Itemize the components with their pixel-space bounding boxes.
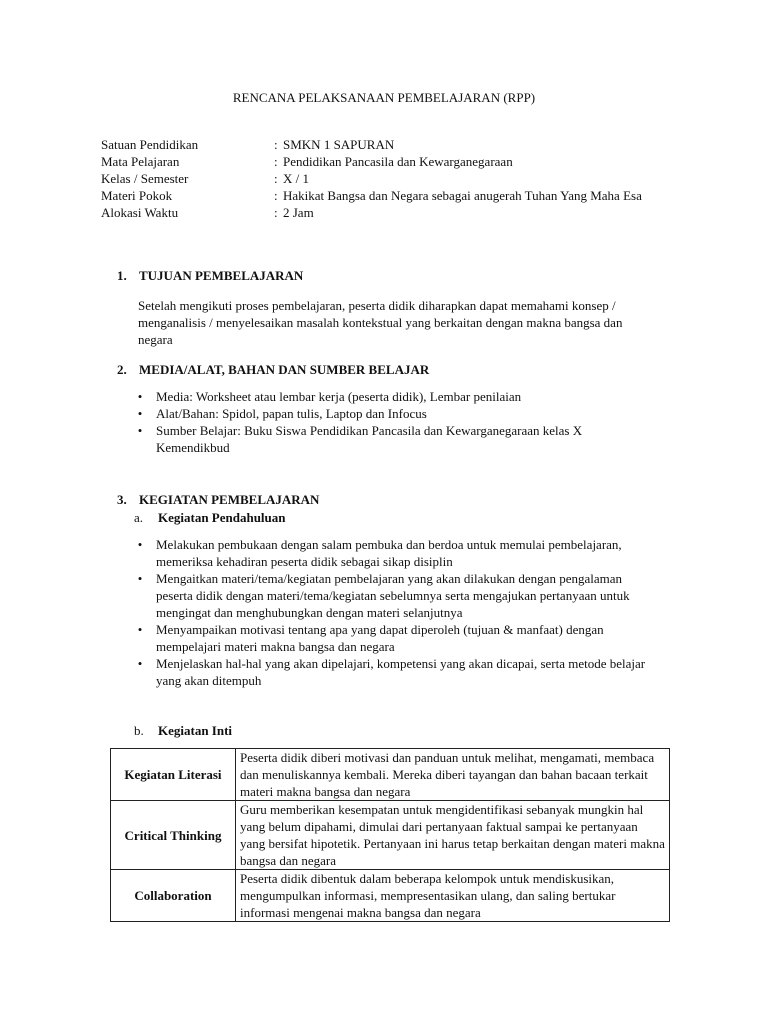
info-colon: : (274, 137, 278, 152)
list-item-text: Menjelaskan hal-hal yang akan dipelajari, kompetensi yang akan dicapai, serta metode belajar yang akan ditempuh (156, 656, 646, 688)
bullet-icon: • (137, 423, 143, 438)
info-value: Hakikat Bangsa dan Negara sebagai anugerah Tuhan Yang Maha Esa (283, 188, 642, 203)
row-heading: Critical Thinking (111, 801, 236, 870)
media-value: : Buku Siswa Pendidikan Pancasila dan Kewarganegaraan kelas X Kemendikbud (156, 423, 583, 455)
bullet-icon: • (137, 622, 143, 637)
section-1-text: Setelah mengikuti proses pembelajaran, peserta didik diharapkan dapat memahami konsep / menganalisis / menyelesaikan masalah kontekstual yang berkaitan dengan makna bangsa dan negara (138, 298, 623, 347)
table-row (111, 749, 670, 801)
info-colon: : (274, 205, 278, 220)
info-value: X / 1 (283, 171, 309, 186)
media-item (134, 422, 634, 456)
row-text: Peserta didik diberi motivasi dan panduan untuk melihat, mengamati, membaca dan menuliskannya kembali. Mereka diberi tayangan dan bahan bacaan terkait materi makna bangsa dan negara (236, 749, 670, 801)
media-value: : Spidol, papan tulis, Laptop dan Infocus (215, 406, 427, 421)
info-row-mapel (101, 153, 701, 170)
pendahuluan-list (134, 536, 654, 689)
row-text: Guru memberikan kesempatan untuk mengidentifikasi sebanyak mungkin hal yang belum dipahami, dimulai dari pertanyaan faktual sampai ke pertanyaan yang bersifat hipotetik. Pertanyaan ini harus tetap berkaitan dengan materi makna bangsa dan negara (236, 801, 670, 870)
info-colon: : (274, 154, 278, 169)
table-row (111, 801, 670, 870)
subsection-title: Kegiatan Pendahuluan (158, 510, 286, 525)
info-colon: : (274, 188, 278, 203)
info-label: Kelas / Semester (101, 171, 189, 186)
list-item (134, 655, 654, 689)
list-item (134, 621, 654, 655)
media-value: : Worksheet atau lembar kerja (peserta didik), Lembar penilaian (189, 389, 522, 404)
identity-block (101, 136, 701, 221)
subsection-letter: a. (134, 510, 144, 525)
table-row (111, 870, 670, 922)
bullet-icon: • (137, 389, 143, 404)
section-title: TUJUAN PEMBELAJARAN (139, 268, 304, 283)
info-row-satuan (101, 136, 701, 153)
subsection-title: Kegiatan Inti (158, 723, 233, 738)
bullet-icon: • (137, 571, 143, 586)
section-1-heading (117, 267, 303, 284)
row-text: Peserta didik dibentuk dalam beberapa kelompok untuk mendiskusikan, mengumpulkan informasi, mempresentasikan ulang, dan saling bertukar informasi mengenai makna bangsa dan negara (236, 870, 670, 922)
bullet-icon: • (137, 656, 143, 671)
info-label: Mata Pelajaran (101, 154, 180, 169)
media-item (134, 388, 634, 405)
info-row-alokasi (101, 204, 701, 221)
section-title: MEDIA/ALAT, BAHAN DAN SUMBER BELAJAR (139, 362, 430, 377)
bullet-icon: • (137, 406, 143, 421)
info-value: Pendidikan Pancasila dan Kewarganegaraan (283, 154, 513, 169)
subsection-a-heading (134, 509, 286, 526)
row-heading: Collaboration (111, 870, 236, 922)
kegiatan-inti-table (110, 748, 670, 922)
subsection-letter: b. (134, 723, 144, 738)
info-value: SMKN 1 SAPURAN (283, 137, 395, 152)
media-item (134, 405, 634, 422)
section-2-heading (117, 361, 429, 378)
media-list (134, 388, 634, 456)
subsection-b-heading (134, 722, 232, 739)
media-label: Sumber Belajar (156, 423, 238, 438)
list-item-text: Melakukan pembukaan dengan salam pembuka dan berdoa untuk memulai pembelajaran, memeriksa kehadiran peserta didik sebagai sikap disiplin (156, 537, 622, 569)
info-label: Satuan Pendidikan (101, 137, 199, 152)
info-row-materi (101, 187, 701, 204)
list-item-text: Menyampaikan motivasi tentang apa yang dapat diperoleh (tujuan & manfaat) dengan mempelajari materi makna bangsa dan negara (156, 622, 604, 654)
row-heading: Kegiatan Literasi (111, 749, 236, 801)
info-colon: : (274, 171, 278, 186)
section-title: KEGIATAN PEMBELAJARAN (139, 492, 320, 507)
document-title: RENCANA PELAKSANAAN PEMBELAJARAN (RPP) (232, 90, 536, 105)
info-label: Materi Pokok (101, 188, 173, 203)
media-label: Alat/Bahan (156, 406, 216, 421)
list-item (134, 570, 654, 621)
info-row-kelas (101, 170, 701, 187)
section-3-heading (117, 491, 319, 508)
section-number: 2. (117, 362, 127, 377)
media-label: Media (156, 389, 190, 404)
info-label: Alokasi Waktu (101, 205, 179, 220)
bullet-icon: • (137, 537, 143, 552)
section-number: 3. (117, 492, 127, 507)
list-item (134, 536, 654, 570)
section-number: 1. (117, 268, 127, 283)
info-value: 2 Jam (283, 205, 314, 220)
list-item-text: Mengaitkan materi/tema/kegiatan pembelajaran yang akan dilakukan dengan pengalaman peserta didik dengan materi/tema/kegiatan sebelumnya serta mengajukan pertanyaan untuk mengingat dan menghubungkan dengan materi selanjutnya (156, 571, 630, 620)
